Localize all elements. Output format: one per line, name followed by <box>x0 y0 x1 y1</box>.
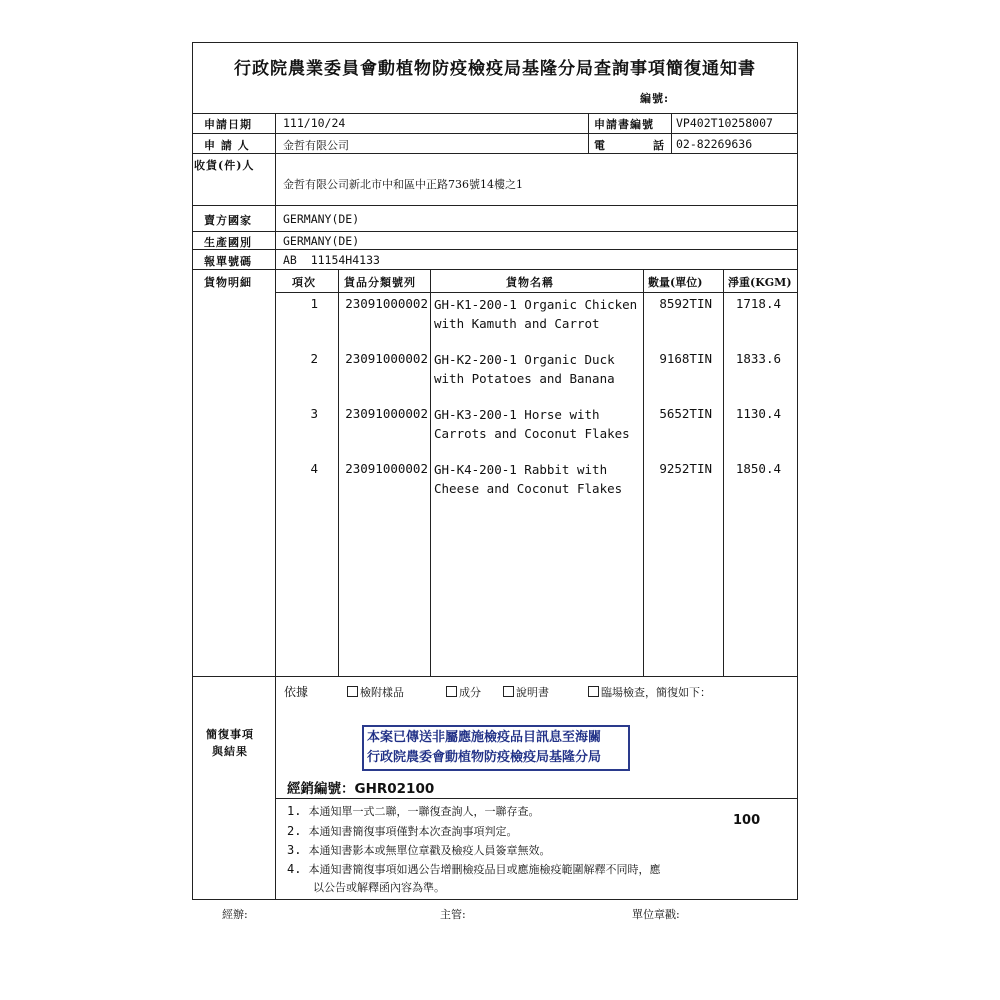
table-row-qty: 5652TIN <box>659 406 712 421</box>
rule <box>275 798 798 799</box>
note-item-continued: 以公告或解釋函內容為準。 <box>313 881 445 894</box>
form-title: 行政院農業委員會動植物防疫檢疫局基隆分局查詢事項簡復通知書 <box>234 59 756 79</box>
rule <box>192 153 798 154</box>
phone-label-a: 電 <box>594 139 606 152</box>
table-row-code: 23091000002 <box>345 296 428 311</box>
header-code: 貨品分類號列 <box>344 276 416 289</box>
table-row-weight: 1718.4 <box>735 296 781 311</box>
footer-handler: 經辦: <box>222 908 248 921</box>
distributor-number: 經銷編號：GHR02100 <box>287 781 435 797</box>
rule <box>671 113 672 153</box>
rule <box>192 133 798 134</box>
table-row-weight: 1130.4 <box>735 406 781 421</box>
option-manual[interactable]: 說明書 <box>503 684 549 700</box>
basis-label: 依據 <box>284 685 309 699</box>
reply-label-line2: 與結果 <box>212 745 248 758</box>
checkbox-icon <box>347 686 358 697</box>
table-row-name: GH-K4-200-1 Rabbit with Cheese and Coconut Flakes <box>434 462 623 496</box>
page-number: 100 <box>733 813 761 828</box>
table-row-no: 2 <box>310 351 318 366</box>
consignee-label: 收貨(件)人 <box>194 159 255 172</box>
reply-label-line1: 簡復事項 <box>206 728 254 741</box>
table-row-code: 23091000002 <box>345 461 428 476</box>
option-inspection[interactable]: 臨場檢查，簡復如下： <box>588 684 711 700</box>
rule <box>430 269 431 676</box>
seller-country-label: 賣方國家 <box>204 214 252 227</box>
stamp-line1: 本案已傳送非屬應施檢疫品目訊息至海關 <box>367 730 602 745</box>
rule <box>275 113 276 900</box>
rule <box>192 676 798 677</box>
rule <box>192 269 798 270</box>
consignee: 金哲有限公司新北市中和區中正路736號14樓之1 <box>283 178 523 191</box>
apply-no: VP402T10258007 <box>676 116 773 130</box>
table-row-no: 1 <box>310 296 318 311</box>
checkbox-icon <box>588 686 599 697</box>
rule <box>192 113 798 114</box>
header-name: 貨物名稱 <box>506 276 554 289</box>
footer-supervisor: 主管: <box>440 908 466 921</box>
header-item-no: 項次 <box>292 276 316 289</box>
header-qty: 數量(單位) <box>648 276 703 289</box>
rule <box>588 113 589 153</box>
footer-seal: 單位章戳: <box>632 908 680 921</box>
official-stamp <box>362 725 630 771</box>
note-item: 1. 本通知單一式二聯，一聯復查詢人，一聯存查。 <box>287 804 540 818</box>
declaration-label: 報單號碼 <box>204 255 252 268</box>
rule <box>192 231 798 232</box>
option-ingredients[interactable]: 成分 <box>446 684 481 700</box>
table-row-qty: 8592TIN <box>659 296 712 311</box>
rule <box>643 269 644 676</box>
apply-no-label: 申請書編號 <box>594 118 654 131</box>
stamp-line2: 行政院農委會動植物防疫檢疫局基隆分局 <box>367 750 602 765</box>
header-weight: 淨重(KGM) <box>728 276 792 289</box>
origin-label: 生產國別 <box>204 236 252 249</box>
table-row-weight: 1850.4 <box>735 461 781 476</box>
applicant-label: 申 請 人 <box>204 139 250 152</box>
serial-label: 編號: <box>640 92 670 105</box>
table-row-no: 4 <box>310 461 318 476</box>
declaration: AB 11154H4133 <box>283 253 380 267</box>
applicant: 金哲有限公司 <box>283 139 349 152</box>
checkbox-icon <box>503 686 514 697</box>
table-row-name: GH-K3-200-1 Horse with Carrots and Coconut Flakes <box>434 407 630 441</box>
phone: 02-82269636 <box>676 137 753 151</box>
seller-country: GERMANY(DE) <box>283 212 360 226</box>
table-row-name: GH-K2-200-1 Organic Duck with Potatoes and Banana <box>434 352 615 386</box>
table-row-code: 23091000002 <box>345 406 428 421</box>
table-row-code: 23091000002 <box>345 351 428 366</box>
rule <box>723 269 724 676</box>
option-sample[interactable]: 檢附樣品 <box>347 684 404 700</box>
phone-label-b: 話 <box>653 139 665 152</box>
rule <box>192 249 798 250</box>
table-row-no: 3 <box>310 406 318 421</box>
table-row-name: GH-K1-200-1 Organic Chicken with Kamuth and Carrot <box>434 297 638 331</box>
rule <box>275 292 798 293</box>
apply-date: 111/10/24 <box>283 116 346 130</box>
origin: GERMANY(DE) <box>283 234 360 248</box>
rule <box>338 269 339 676</box>
table-row-qty: 9252TIN <box>659 461 712 476</box>
checkbox-icon <box>446 686 457 697</box>
goods-label: 貨物明細 <box>204 276 252 289</box>
note-item: 3. 本通知書影本或無單位章戳及檢疫人員簽章無效。 <box>287 843 551 857</box>
note-item: 4. 本通知書簡復事項如遇公告增刪檢疫品目或應施檢疫範圍解釋不同時，應 <box>287 862 661 876</box>
table-row-weight: 1833.6 <box>735 351 781 366</box>
table-row-qty: 9168TIN <box>659 351 712 366</box>
apply-date-label: 申請日期 <box>204 118 252 131</box>
rule <box>192 205 798 206</box>
note-item: 2. 本通知書簡復事項僅對本次查詢事項判定。 <box>287 824 518 838</box>
